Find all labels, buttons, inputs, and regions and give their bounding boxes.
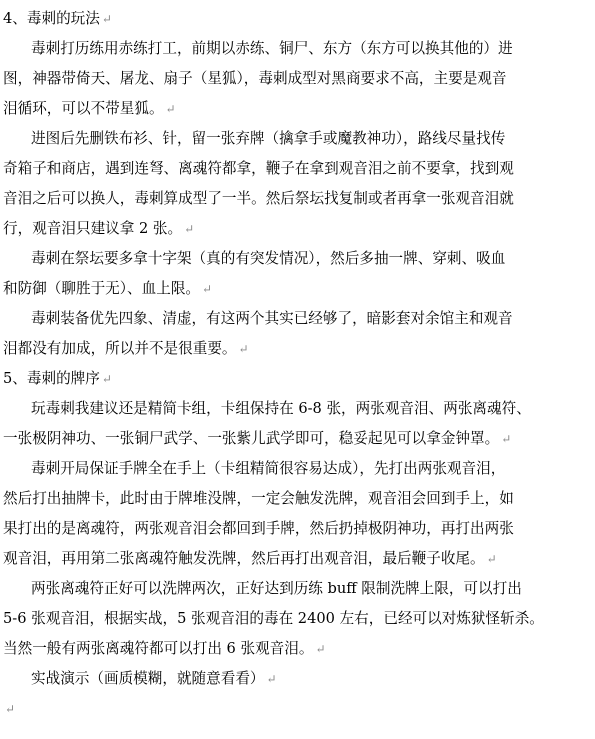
para3-text-2: 和防御（聊胜于无）、血上限。 [3, 280, 201, 297]
para2-text-4: 行，观音泪只建议拿 2 张。 [3, 220, 183, 237]
section-5-heading-text: 5、毒刺的牌序 [3, 370, 100, 387]
para2-text-2: 奇箱子和商店，遇到连弩、离魂符都拿，鞭子在拿到观音泪之前不要拿，找到观 [3, 160, 514, 177]
para5-text-1: 玩毒刺我建议还是精简卡组，卡组保持在 6-8 张，两张观音泪、两张离魂符、 [31, 400, 531, 417]
para3-line-1 [31, 244, 505, 274]
para4-text-2: 泪都没有加成，所以并不是很重要。 [3, 340, 237, 357]
paragraph-mark-icon: ↵ [202, 282, 213, 296]
para1-text-1: 毒刺打历练用赤练打工，前期以赤练、铜尸、东方（东方可以换其他的）进 [31, 40, 513, 57]
para4-text-1: 毒刺装备优先四象、清虚，有这两个其实已经够了，暗影套对余馆主和观音 [31, 310, 513, 327]
para3-text-1: 毒刺在祭坛要多拿十字架（真的有突发情况），然后多抽一牌、穿刺、吸血 [31, 250, 506, 267]
para5-text-2: 一张极阴神功、一张铜尸武学、一张紫儿武学即可，稳妥起见可以拿金钟罩。 [3, 430, 500, 447]
section-5-heading [3, 364, 112, 394]
para4-line-1 [31, 304, 513, 334]
paragraph-mark-icon: ↵ [101, 12, 112, 26]
paragraph-mark-icon: ↵ [486, 552, 497, 566]
paragraph-mark-icon: ↵ [238, 342, 249, 356]
para2-line-1 [31, 124, 505, 154]
section-4-heading [3, 4, 112, 34]
paragraph-mark-icon: ↵ [266, 672, 277, 686]
paragraph-mark-icon: ↵ [184, 222, 195, 236]
para4-line-2 [3, 334, 249, 364]
para1-line-3 [3, 94, 176, 124]
para7-text-1: 两张离魂符正好可以洗牌两次，正好达到历练 buff 限制洗牌上限，可以打出 [31, 580, 522, 597]
para5-line-2 [3, 424, 511, 454]
para6-line-2 [3, 484, 514, 514]
para8-line-1 [31, 664, 277, 694]
para2-line-4 [3, 214, 194, 244]
para6-line-1 [31, 454, 505, 484]
paragraph-mark-icon: ↵ [501, 432, 512, 446]
paragraph-mark-icon: ↵ [101, 372, 112, 386]
para1-line-2 [3, 64, 507, 94]
para1-text-3: 泪循环，可以不带星狐。 [3, 100, 164, 117]
para2-text-3: 音泪之后可以换人，毒刺算成型了一半。然后祭坛找复制或者再拿一张观音泪就 [3, 190, 514, 207]
empty-paragraph [3, 694, 15, 724]
para7-line-2 [3, 604, 544, 634]
para7-line-3 [3, 634, 326, 664]
para7-text-2: 5-6 张观音泪，根据实战，5 张观音泪的毒在 2400 左右，已经可以对炼狱怪斩杀。 [3, 610, 544, 627]
para6-text-3: 果打出的是离魂符，两张观音泪会都回到手牌，然后扔掉极阴神功，再打出两张 [3, 520, 514, 537]
para6-text-2: 然后打出抽牌卡，此时由于牌堆没牌，一定会触发洗牌，观音泪会回到手上，如 [3, 490, 514, 507]
section-4-heading-text: 4、毒刺的玩法 [3, 10, 100, 27]
para2-line-2 [3, 154, 514, 184]
para8-text: 实战演示（画质模糊，就随意看看） [31, 670, 265, 687]
paragraph-mark-icon: ↵ [5, 702, 16, 716]
paragraph-mark-icon: ↵ [315, 642, 326, 656]
para1-text-2: 图，神器带倚天、屠龙、扇子（星狐），毒刺成型对黑商要求不高，主要是观音 [3, 70, 507, 87]
para6-line-3 [3, 514, 514, 544]
para6-line-4 [3, 544, 497, 574]
para7-text-3: 当然一般有两张离魂符都可以打出 6 张观音泪。 [3, 640, 314, 657]
para7-line-1 [31, 574, 522, 604]
para6-text-1: 毒刺开局保证手牌全在手上（卡组精简很容易达成），先打出两张观音泪， [31, 460, 506, 477]
para3-line-2 [3, 274, 212, 304]
paragraph-mark-icon: ↵ [165, 102, 176, 116]
para5-line-1 [31, 394, 531, 424]
para2-line-3 [3, 184, 514, 214]
para2-text-1: 进图后先删铁布衫、针，留一张弃牌（擒拿手或魔教神功），路线尽量找传 [31, 130, 506, 147]
para1-line-1 [31, 34, 513, 64]
para6-text-4: 观音泪，再用第二张离魂符触发洗牌，然后再打出观音泪，最后鞭子收尾。 [3, 550, 485, 567]
